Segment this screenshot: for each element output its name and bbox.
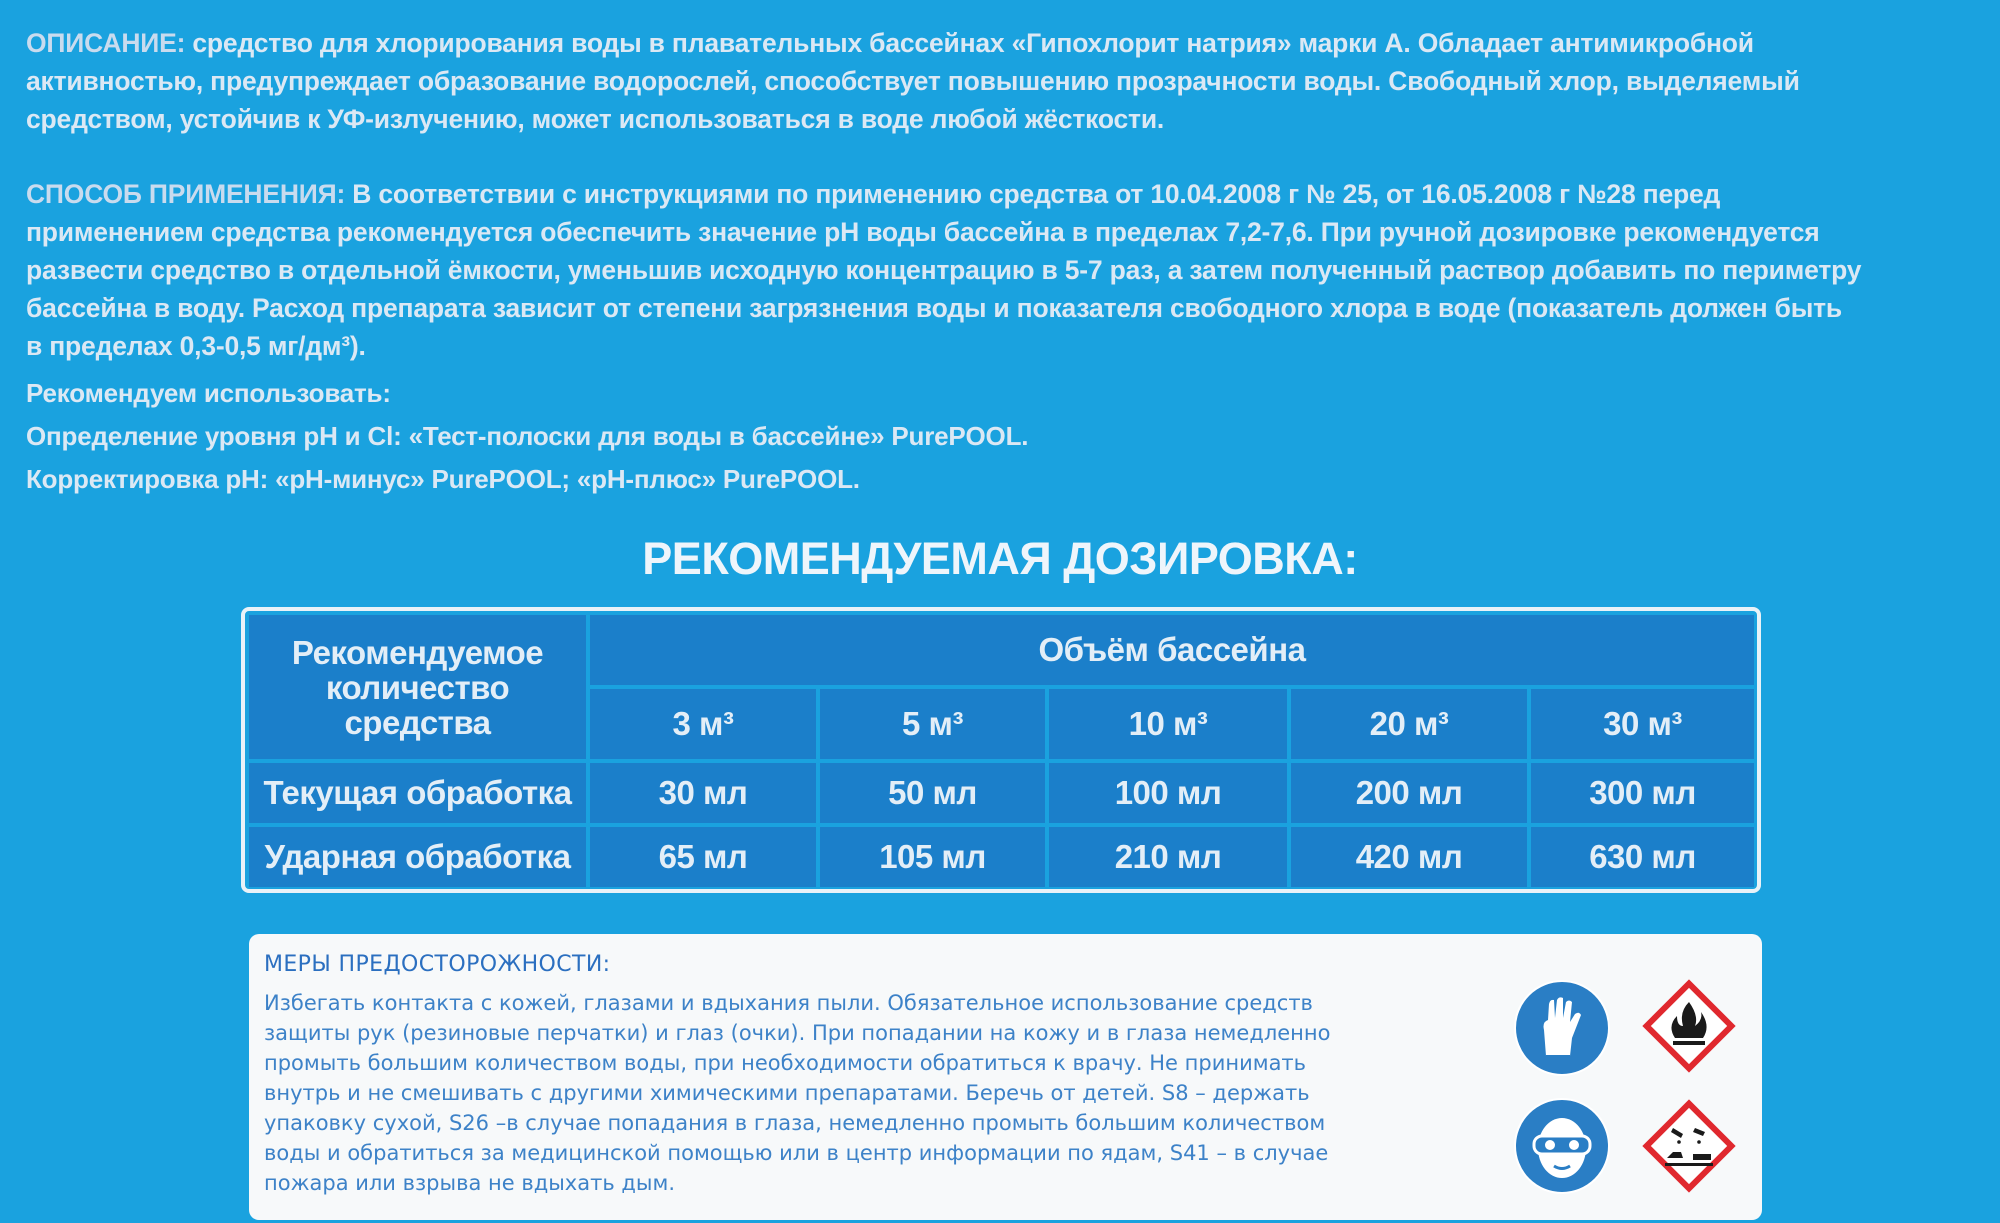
description-line: средство для хлорирования воды в плавательных бассейнах «Гипохлорит натрия» марки А. Обладает антимикробной bbox=[192, 28, 1754, 58]
dose-cell: 630 мл bbox=[1531, 827, 1754, 887]
recommend-paragraph bbox=[26, 372, 1976, 501]
usage-line: бассейна в воду. Расход препарата зависит от степени загрязнения воды и показателя свободного хлора в воде (показатель должен быть bbox=[26, 293, 1843, 323]
dose-cell: 50 мл bbox=[820, 763, 1045, 823]
gloves-icon bbox=[1512, 978, 1612, 1078]
precautions-line: Избегать контакта с кожей, глазами и вдыхания пыли. Обязательное использование средств bbox=[264, 991, 1313, 1015]
precautions-line: промыть большим количеством воды, при необходимости обратиться к врачу. Не принимать bbox=[264, 1051, 1307, 1075]
volume-header-cell: Объём бассейна bbox=[590, 615, 1754, 685]
dosage-table bbox=[241, 607, 1761, 893]
dose-cell: 210 мл bbox=[1049, 827, 1287, 887]
row-label-shock: Ударная обработка bbox=[249, 827, 586, 887]
description-paragraph bbox=[26, 24, 1976, 138]
row-label-current: Текущая обработка bbox=[249, 763, 586, 823]
volume-cell: 5 м³ bbox=[820, 689, 1045, 759]
description-line: средством, устойчив к УФ-излучению, может использоваться в воде любой жёсткости. bbox=[26, 104, 1165, 134]
recommend-line: Определение уровня pH и Cl: «Тест-полоски для воды в бассейне» PurePOOL. bbox=[26, 421, 1029, 451]
volume-cell: 3 м³ bbox=[590, 689, 816, 759]
volume-cell: 30 м³ bbox=[1531, 689, 1754, 759]
volume-cell: 20 м³ bbox=[1291, 689, 1527, 759]
dose-cell: 300 мл bbox=[1531, 763, 1754, 823]
precautions-line: воды и обратиться за медицинской помощью или в центр информации по ядам, S41 – в случае bbox=[264, 1141, 1329, 1165]
description-line: активностью, предупреждает образование водорослей, способствует повышению прозрачности воды. Свободный хлор, выделяемый bbox=[26, 66, 1800, 96]
dose-cell: 420 мл bbox=[1291, 827, 1527, 887]
precautions-title: МЕРЫ ПРЕДОСТОРОЖНОСТИ: bbox=[264, 952, 611, 977]
precautions-box bbox=[249, 934, 1762, 1220]
precautions-line: упаковку сухой, S26 –в случае попадания в глаза, немедленно промыть большим количеством bbox=[264, 1111, 1326, 1135]
precautions-line: внутрь и не смешивать с другими химическими препаратами. Беречь от детей. S8 – держать bbox=[264, 1081, 1310, 1105]
recommend-line: Корректировка pH: «pH-минус» PurePOOL; «pH-плюс» PurePOOL. bbox=[26, 464, 860, 494]
dose-cell: 30 мл bbox=[590, 763, 816, 823]
dose-cell: 65 мл bbox=[590, 827, 816, 887]
dose-cell: 200 мл bbox=[1291, 763, 1527, 823]
usage-paragraph bbox=[26, 175, 1976, 365]
corrosive-hazard-icon bbox=[1637, 1094, 1741, 1198]
volume-cell: 10 м³ bbox=[1049, 689, 1287, 759]
dose-cell: 105 мл bbox=[820, 827, 1045, 887]
usage-line: В соответствии с инструкциями по применению средства от 10.04.2008 г № 25, от 16.05.2008 г №28 перед bbox=[352, 179, 1721, 209]
usage-line: развести средство в отдельной ёмкости, уменьшив исходную концентрацию в 5-7 раз, а затем полученный раствор добавить по периметру bbox=[26, 255, 1862, 285]
usage-lead: СПОСОБ ПРИМЕНЕНИЯ: bbox=[26, 179, 346, 209]
usage-line: в пределах 0,3-0,5 мг/дм³). bbox=[26, 331, 366, 361]
goggles-icon bbox=[1512, 1096, 1612, 1196]
description-lead: ОПИСАНИЕ: bbox=[26, 28, 186, 58]
precautions-line: защиты рук (резиновые перчатки) и глаз (очки). При попадании на кожу и в глаза немедленно bbox=[264, 1021, 1331, 1045]
usage-line: применением средства рекомендуется обеспечить значение pH воды бассейна в пределах 7,2-7,6. При ручной дозировке рекомендуется bbox=[26, 217, 1820, 247]
corner-header-cell: Рекомендуемое количество средства bbox=[249, 615, 586, 759]
flame-hazard-icon bbox=[1637, 974, 1741, 1078]
precautions-line: пожара или взрыва не вдыхать дым. bbox=[264, 1171, 676, 1195]
precautions-text bbox=[264, 988, 1729, 1198]
dose-cell: 100 мл bbox=[1049, 763, 1287, 823]
dosage-heading: РЕКОМЕНДУЕМАЯ ДОЗИРОВКА: bbox=[642, 533, 1358, 584]
recommend-line: Рекомендуем использовать: bbox=[26, 378, 391, 408]
